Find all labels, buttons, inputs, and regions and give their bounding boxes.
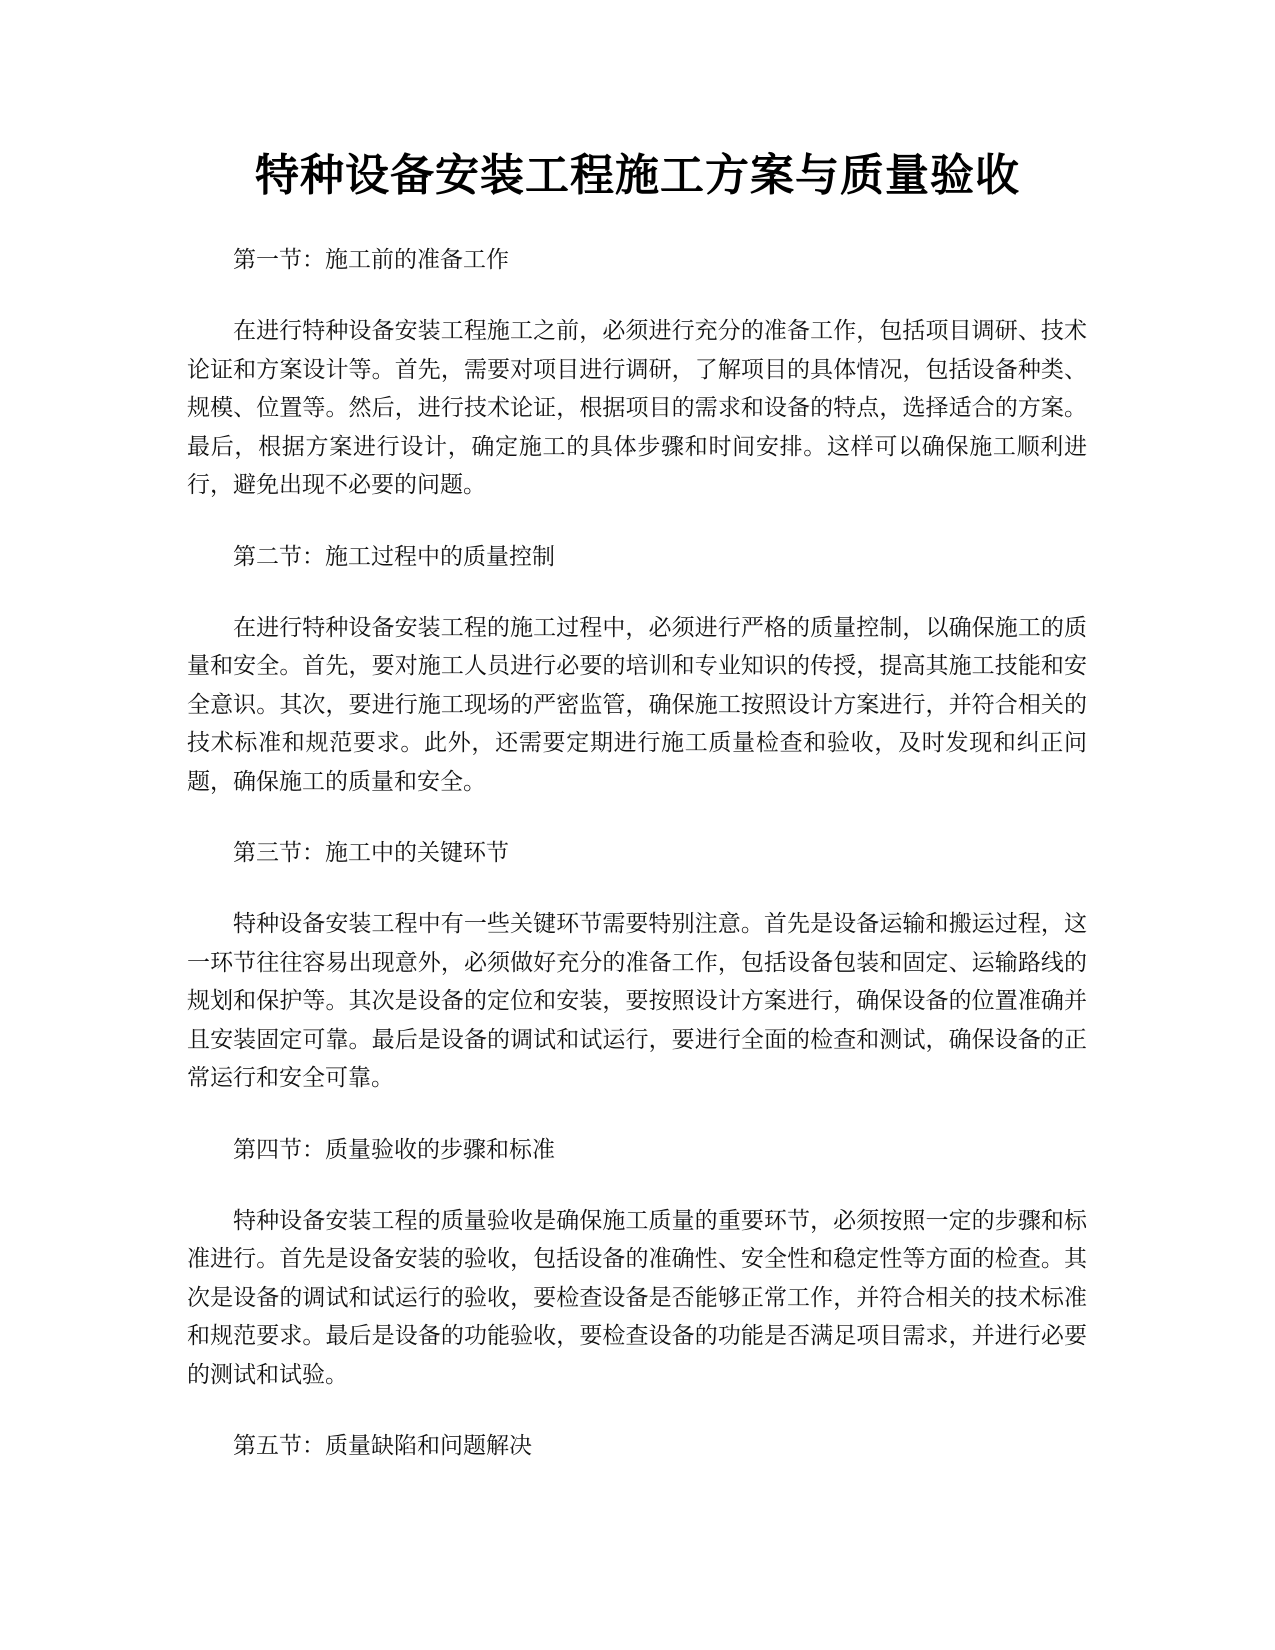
section-3-heading: 第三节：施工中的关键环节	[233, 840, 509, 866]
section-5-heading: 第五节：质量缺陷和问题解决	[233, 1433, 532, 1459]
section-1-paragraph: 在进行特种设备安装工程施工之前，必须进行充分的准备工作，包括项目调研、技术论证和方案设计等。首先，需要对项目进行调研，了解项目的具体情况，包括设备种类、规模、位置等。然后，进行技术论证，根据项目的需求和设备的特点，选择适合的方案。最后，根据方案进行设计，确定施工的具体步骤和时间安排。这样可以确保施工顺利进行，避免出现不必要的问题。	[187, 318, 1087, 498]
section-2-heading: 第二节：施工过程中的质量控制	[233, 543, 555, 570]
section-4-paragraph: 特种设备安装工程的质量验收是确保施工质量的重要环节，必须按照一定的步骤和标准进行。首先是设备安装的验收，包括设备的准确性、安全性和稳定性等方面的检查。其次是设备的调试和试运行的验收，要检查设备是否能够正常工作，并符合相关的技术标准和规范要求。最后是设备的功能验收，要检查设备的功能是否满足项目需求，并进行必要的测试和试验。	[187, 1207, 1087, 1388]
section-4-heading: 第四节：质量验收的步骤和标准	[233, 1136, 555, 1163]
section-1-heading: 第一节：施工前的准备工作	[233, 247, 509, 273]
section-3-paragraph: 特种设备安装工程中有一些关键环节需要特别注意。首先是设备运输和搬运过程，这一环节往往容易出现意外，必须做好充分的准备工作，包括设备包装和固定、运输路线的规划和保护等。其次是设备的定位和安装，要按照设计方案进行，确保设备的位置准确并且安装固定可靠。最后是设备的调试和试运行，要进行全面的检查和测试，确保设备的正常运行和安全可靠。	[187, 911, 1087, 1091]
section-2-paragraph: 在进行特种设备安装工程的施工过程中，必须进行严格的质量控制，以确保施工的质量和安全。首先，要对施工人员进行必要的培训和专业知识的传授，提高其施工技能和安全意识。其次，要进行施工现场的严密监管，确保施工按照设计方案进行，并符合相关的技术标准和规范要求。此外，还需要定期进行施工质量检查和验收，及时发现和纠正问题，确保施工的质量和安全。	[187, 614, 1087, 795]
document-body	[187, 241, 1087, 1498]
document-title: 特种设备安装工程施工方案与质量验收	[255, 150, 1020, 201]
